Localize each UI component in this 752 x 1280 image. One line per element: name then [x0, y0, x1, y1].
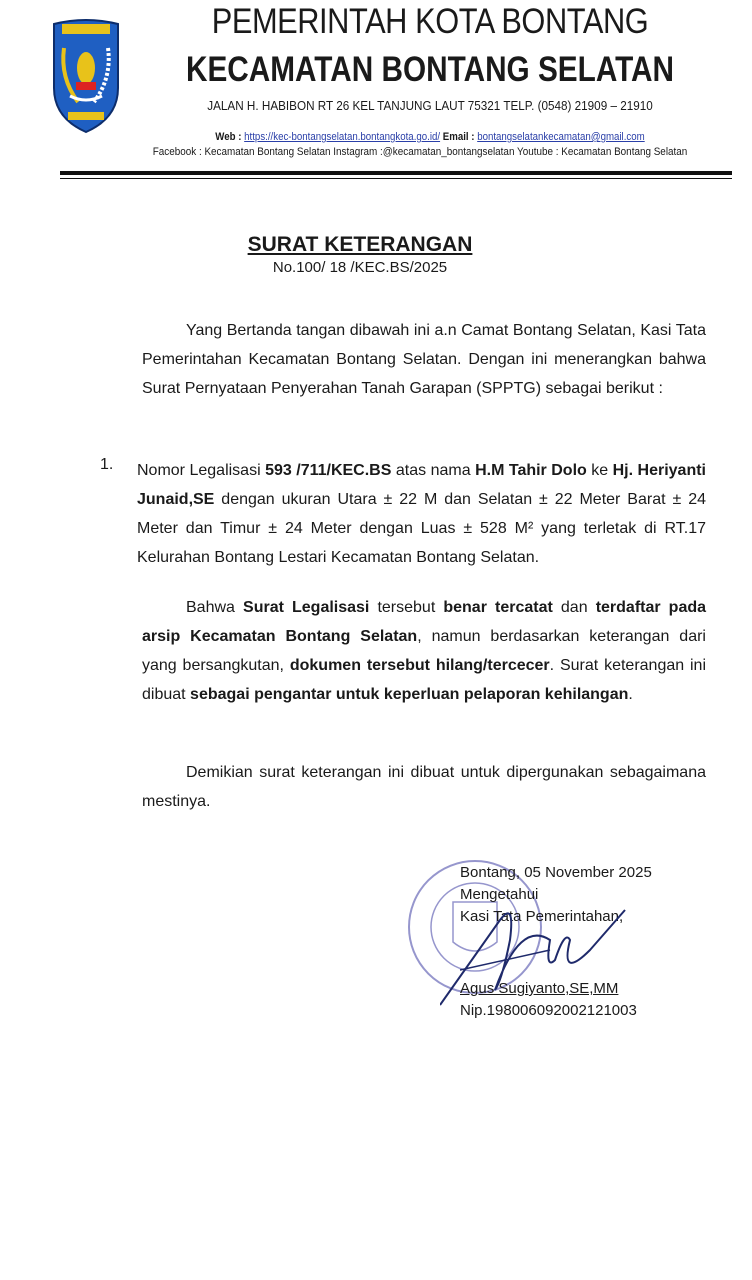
office-address: JALAN H. HABIBON RT 26 KEL TANJUNG LAUT 75321 TELP. (0548) 21909 – 21910 [207, 98, 653, 113]
web-link[interactable]: https://kec-bontangselatan.bontangkota.go.id/ [244, 131, 441, 143]
statement-paragraph: Bahwa Surat Legalisasi tersebut benar tercatat dan terdaftar pada arsip Kecamatan Bontang Selatan, namun berdasarkan keterangan dari yang bersangkutan, dokumen tersebut hilang/tercecer. Surat keterangan ini dibuat sebagai pengantar untuk keperluan pelaporan kehilangan. [142, 599, 707, 703]
office-name: KECAMATAN BONTANG SELATAN [185, 50, 675, 89]
web-label: Web : [215, 131, 245, 143]
contact-line [166, 131, 694, 143]
closing-text: Demikian surat keterangan ini dibuat untuk dipergunakan sebagaimana mestinya. [142, 764, 706, 810]
acknowledged-label: Mengetahui [460, 886, 539, 903]
city-emblem-logo [50, 18, 122, 134]
signer-position: Kasi Tata Pemerintahan, [460, 908, 624, 925]
closing-paragraph [142, 758, 706, 816]
intro-paragraph [142, 316, 706, 403]
letter-number: No.100/ 18 /KEC.BS/2025 [272, 259, 448, 276]
handwritten-signature [440, 880, 650, 1010]
email-label: Email : [440, 131, 478, 143]
header-divider-thin [60, 178, 732, 179]
signer-nip: Nip.198006092002121003 [460, 1002, 637, 1019]
header-divider-thick [60, 171, 732, 175]
intro-text: Yang Bertanda tangan dibawah ini a.n Camat Bontang Selatan, Kasi Tata Pemerintahan Kecamatan Bontang Selatan. Dengan ini menerangkan bahwa Surat Pernyataan Penyerahan Tanah Garapan (SPPTG) sebagai berikut : [142, 322, 706, 397]
place-date: Bontang, 05 November 2025 [460, 864, 652, 881]
signer-name: Agus Sugiyanto,SE,MM [460, 980, 619, 997]
social-media-line: Facebook : Kecamatan Bontang Selatan Instagram :@kecamatan_bontangselatan Youtube : Kecamatan Bontang Selatan [152, 146, 688, 158]
email-link[interactable]: bontangselatankecamatan@gmail.com [477, 131, 645, 143]
item-paragraph: Nomor Legalisasi 593 /711/KEC.BS atas nama H.M Tahir Dolo ke Hj. Heriyanti Junaid,SE dengan ukuran Utara ± 22 M dan Selatan ± 22 Meter Barat ± 24 Meter dan Timur ± 24 Meter dengan Luas ± 528 M² yang terletak di RT.17 Kelurahan Bontang Lestari Kecamatan Bontang Selatan. [137, 462, 706, 566]
government-name: PEMERINTAH KOTA BONTANG [211, 2, 649, 41]
letter-title: SURAT KETERANGAN [247, 233, 473, 256]
item-number: 1. [100, 456, 114, 473]
